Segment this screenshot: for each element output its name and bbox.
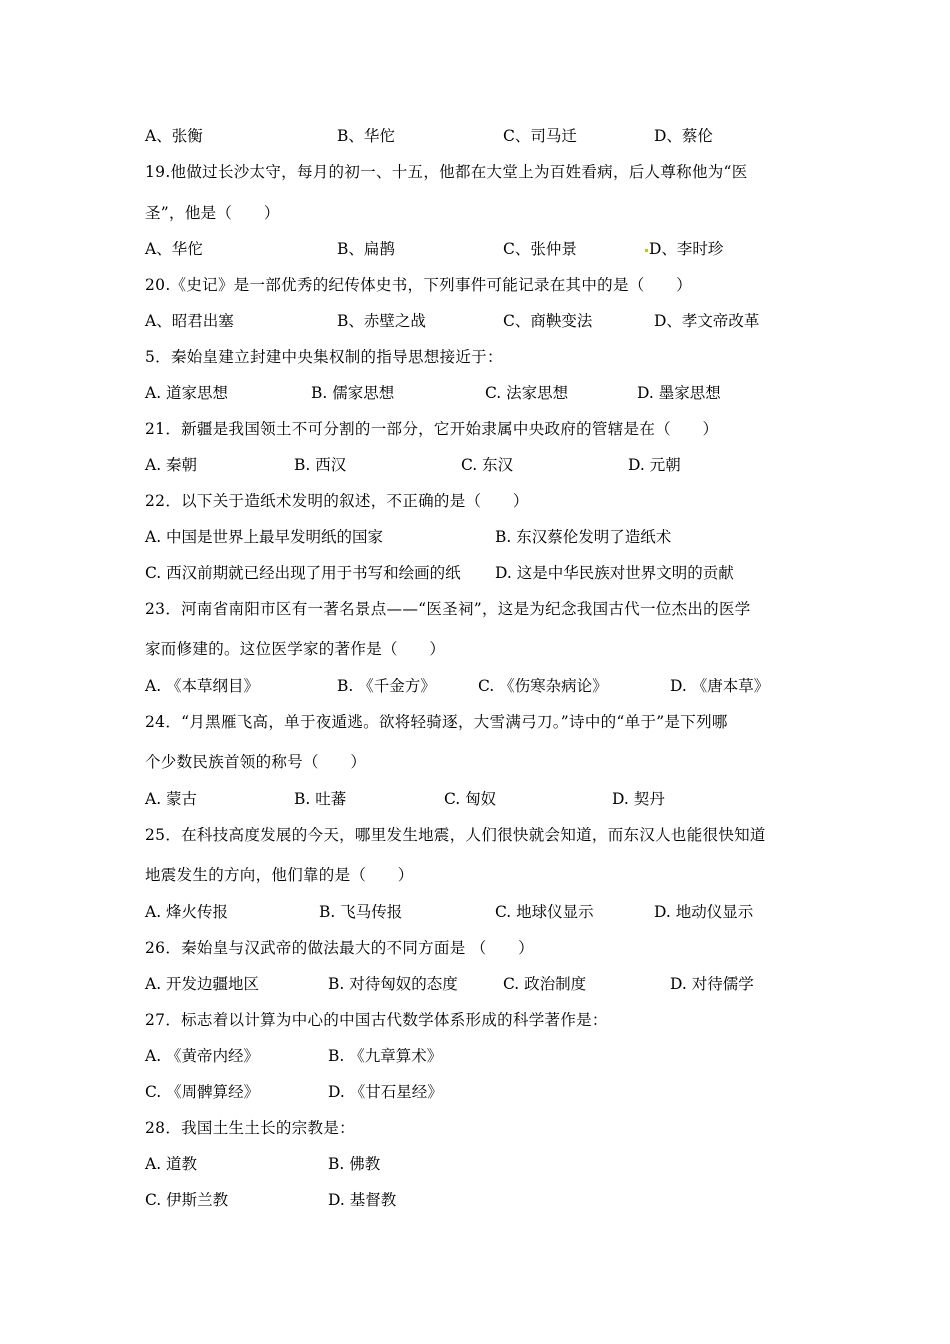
option-c: C. 伊斯兰教: [145, 1191, 229, 1209]
option-b: B. 对待匈奴的态度: [328, 975, 458, 993]
option-d: D. 对待儒学: [670, 975, 754, 993]
option-c: C. 西汉前期就已经出现了用于书写和绘画的纸: [145, 564, 461, 582]
option-d: D、蔡伦: [654, 127, 713, 145]
option-d: D、李时珍: [649, 240, 724, 258]
option-b: B. 佛教: [328, 1155, 381, 1173]
option-c: C. 匈奴: [444, 790, 497, 808]
option-c: C. 《周髀算经》: [145, 1083, 260, 1101]
option-b: B. 东汉蔡伦发明了造纸术: [495, 528, 672, 546]
question-25-text: 25．在科技高度发展的今天，哪里发生地震，人们很快就会知道，而东汉人也能很快知道: [145, 826, 766, 844]
option-c: C. 法家思想: [485, 384, 569, 402]
option-c: C. 地球仪显示: [495, 903, 594, 921]
question-24-text-cont: 个少数民族首领的称号（ ）: [145, 753, 367, 771]
option-a: A. 《本草纲目》: [145, 677, 260, 695]
option-b: B、华佗: [337, 127, 395, 145]
option-a: A. 道教: [145, 1155, 198, 1173]
question-21-text: 21．新疆是我国领土不可分割的一部分，它开始隶属中央政府的管辖是在（ ）: [145, 420, 719, 438]
question-20-text: 20.《史记》是一部优秀的纪传体史书，下列事件可能记录在其中的是（ ）: [145, 276, 692, 294]
question-26-text: 26．秦始皇与汉武帝的做法最大的不同方面是 （ ）: [145, 939, 534, 957]
option-a: A. 秦朝: [145, 456, 198, 474]
option-d: D. 《唐本草》: [670, 677, 770, 695]
option-a: A. 蒙古: [145, 790, 198, 808]
option-b: B、扁鹊: [337, 240, 395, 258]
option-a: A、华佗: [145, 240, 203, 258]
option-d: D. 墨家思想: [637, 384, 721, 402]
option-a: A. 烽火传报: [145, 903, 229, 921]
option-c: C. 政治制度: [503, 975, 587, 993]
question-27-text: 27．标志着以计算为中心的中国古代数学体系形成的科学著作是：: [145, 1011, 608, 1029]
question-23-text-cont: 家而修建的。这位医学家的著作是（ ）: [145, 640, 446, 658]
option-c: C、商鞅变法: [503, 312, 593, 330]
option-b: B. 西汉: [294, 456, 347, 474]
question-19-text-cont: 圣”，他是（ ）: [145, 204, 280, 222]
option-a: A. 道家思想: [145, 384, 229, 402]
option-b: B. 儒家思想: [311, 384, 395, 402]
option-a: A. 中国是世界上最早发明纸的国家: [145, 528, 384, 546]
option-d: D. 地动仪显示: [654, 903, 754, 921]
question-25-text-cont: 地震发生的方向，他们靠的是（ ）: [145, 866, 414, 884]
option-a: A. 《黄帝内经》: [145, 1047, 260, 1065]
option-d: D、孝文帝改革: [654, 312, 760, 330]
option-d-wrap: [645, 237, 723, 261]
option-c: C、司马迁: [503, 127, 577, 145]
option-d: D. 元朝: [628, 456, 681, 474]
speck-mark: [645, 249, 648, 252]
question-24-text: 24．“月黑雁飞高，单于夜遁逃。欲将轻骑逐，大雪满弓刀。”诗中的“单于”是下列哪: [145, 713, 728, 731]
option-b: B、赤壁之战: [337, 312, 426, 330]
question-23-text: 23．河南省南阳市区有一著名景点——“医圣祠”，这是为纪念我国古代一位杰出的医学: [145, 600, 751, 618]
option-c: C、张仲景: [503, 240, 577, 258]
option-b: B. 飞马传报: [319, 903, 403, 921]
option-c: C. 东汉: [461, 456, 514, 474]
question-19-text: 19.他做过长沙太守，每月的初一、十五，他都在大堂上为百姓看病，后人尊称他为“医: [145, 163, 748, 181]
option-a: A、昭君出塞: [145, 312, 234, 330]
option-b: B. 《九章算术》: [328, 1047, 443, 1065]
option-b: B. 《千金方》: [337, 677, 436, 695]
option-a: A、张衡: [145, 127, 203, 145]
option-d: D. 这是中华民族对世界文明的贡献: [495, 564, 734, 582]
option-a: A. 开发边疆地区: [145, 975, 260, 993]
question-22-text: 22．以下关于造纸术发明的叙述，不正确的是（ ）: [145, 492, 529, 510]
option-c: C. 《伤寒杂病论》: [478, 677, 608, 695]
option-d: D. 契丹: [612, 790, 665, 808]
option-d: D. 基督教: [328, 1191, 397, 1209]
option-d: D. 《甘石星经》: [328, 1083, 443, 1101]
question-28-text: 28．我国土生土长的宗教是：: [145, 1119, 355, 1137]
option-b: B. 吐蕃: [294, 790, 347, 808]
question-5-text: 5．秦始皇建立封建中央集权制的指导思想接近于：: [145, 348, 503, 366]
